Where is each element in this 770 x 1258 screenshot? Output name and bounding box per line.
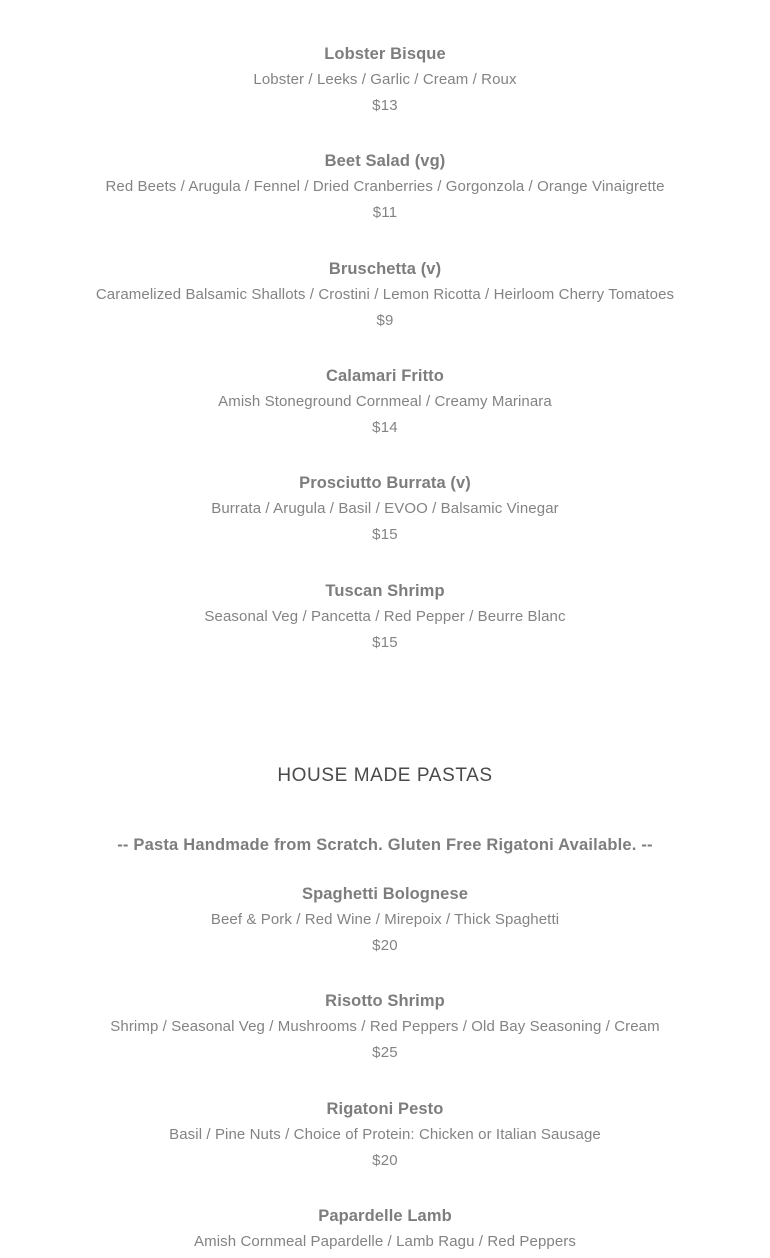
- item-name: Spaghetti Bolognese: [302, 885, 468, 903]
- menu-item-rigatoni-pesto: [0, 1099, 770, 1171]
- item-name: Beet Salad (vg): [324, 152, 446, 170]
- section-heading-pastas: HOUSE MADE PASTAS: [277, 765, 493, 786]
- item-description: Burrata / Arugula / Basil / EVOO / Balsamic Vinegar: [211, 500, 559, 517]
- menu-item-prosciutto-burrata: [0, 473, 770, 545]
- menu-item-spaghetti-bolognese: [0, 884, 770, 956]
- item-name: Risotto Shrimp: [325, 992, 445, 1010]
- item-price: $15: [372, 634, 398, 651]
- item-name: Prosciutto Burrata (v): [299, 474, 471, 492]
- item-description: Basil / Pine Nuts / Choice of Protein: Chicken or Italian Sausage: [169, 1126, 601, 1143]
- item-description: Shrimp / Seasonal Veg / Mushrooms / Red Peppers / Old Bay Seasoning / Cream: [110, 1018, 660, 1035]
- item-description: Seasonal Veg / Pancetta / Red Pepper / Beurre Blanc: [204, 608, 566, 625]
- item-description: Red Beets / Arugula / Fennel / Dried Cranberries / Gorgonzola / Orange Vinaigrette: [105, 178, 665, 195]
- item-description: Amish Stoneground Cornmeal / Creamy Marinara: [218, 393, 552, 410]
- item-price: $13: [372, 97, 398, 114]
- menu-item-beet-salad: [0, 151, 770, 223]
- menu-item-papardelle-lamb: [0, 1206, 770, 1252]
- item-price: $14: [372, 419, 398, 436]
- item-price: $11: [372, 204, 398, 221]
- item-price: $15: [372, 526, 398, 543]
- menu-item-lobster-bisque: [0, 44, 770, 116]
- item-name: Tuscan Shrimp: [325, 582, 445, 600]
- item-name: Bruschetta (v): [328, 260, 442, 278]
- menu-item-calamari-fritto: [0, 366, 770, 438]
- item-price: $25: [372, 1044, 398, 1061]
- item-description: Caramelized Balsamic Shallots / Crostini / Lemon Ricotta / Heirloom Cherry Tomatoes: [95, 286, 675, 303]
- menu-item-tuscan-shrimp: [0, 581, 770, 653]
- item-name: Calamari Fritto: [326, 367, 444, 385]
- item-description: Beef & Pork / Red Wine / Mirepoix / Thick Spaghetti: [210, 911, 560, 928]
- menu-item-bruschetta: [0, 259, 770, 331]
- item-name: Papardelle Lamb: [318, 1207, 452, 1225]
- item-price: $20: [372, 1152, 398, 1169]
- item-name: Lobster Bisque: [324, 45, 446, 63]
- menu-item-risotto-shrimp: [0, 991, 770, 1063]
- section-note-pastas: -- Pasta Handmade from Scratch. Gluten Free Rigatoni Available. --: [117, 836, 653, 854]
- item-name: Rigatoni Pesto: [326, 1100, 444, 1118]
- item-price: $9: [376, 312, 394, 329]
- item-price: $20: [372, 937, 398, 954]
- item-description: Amish Cornmeal Papardelle / Lamb Ragu / Red Peppers: [194, 1233, 576, 1250]
- item-description: Lobster / Leeks / Garlic / Cream / Roux: [253, 71, 517, 88]
